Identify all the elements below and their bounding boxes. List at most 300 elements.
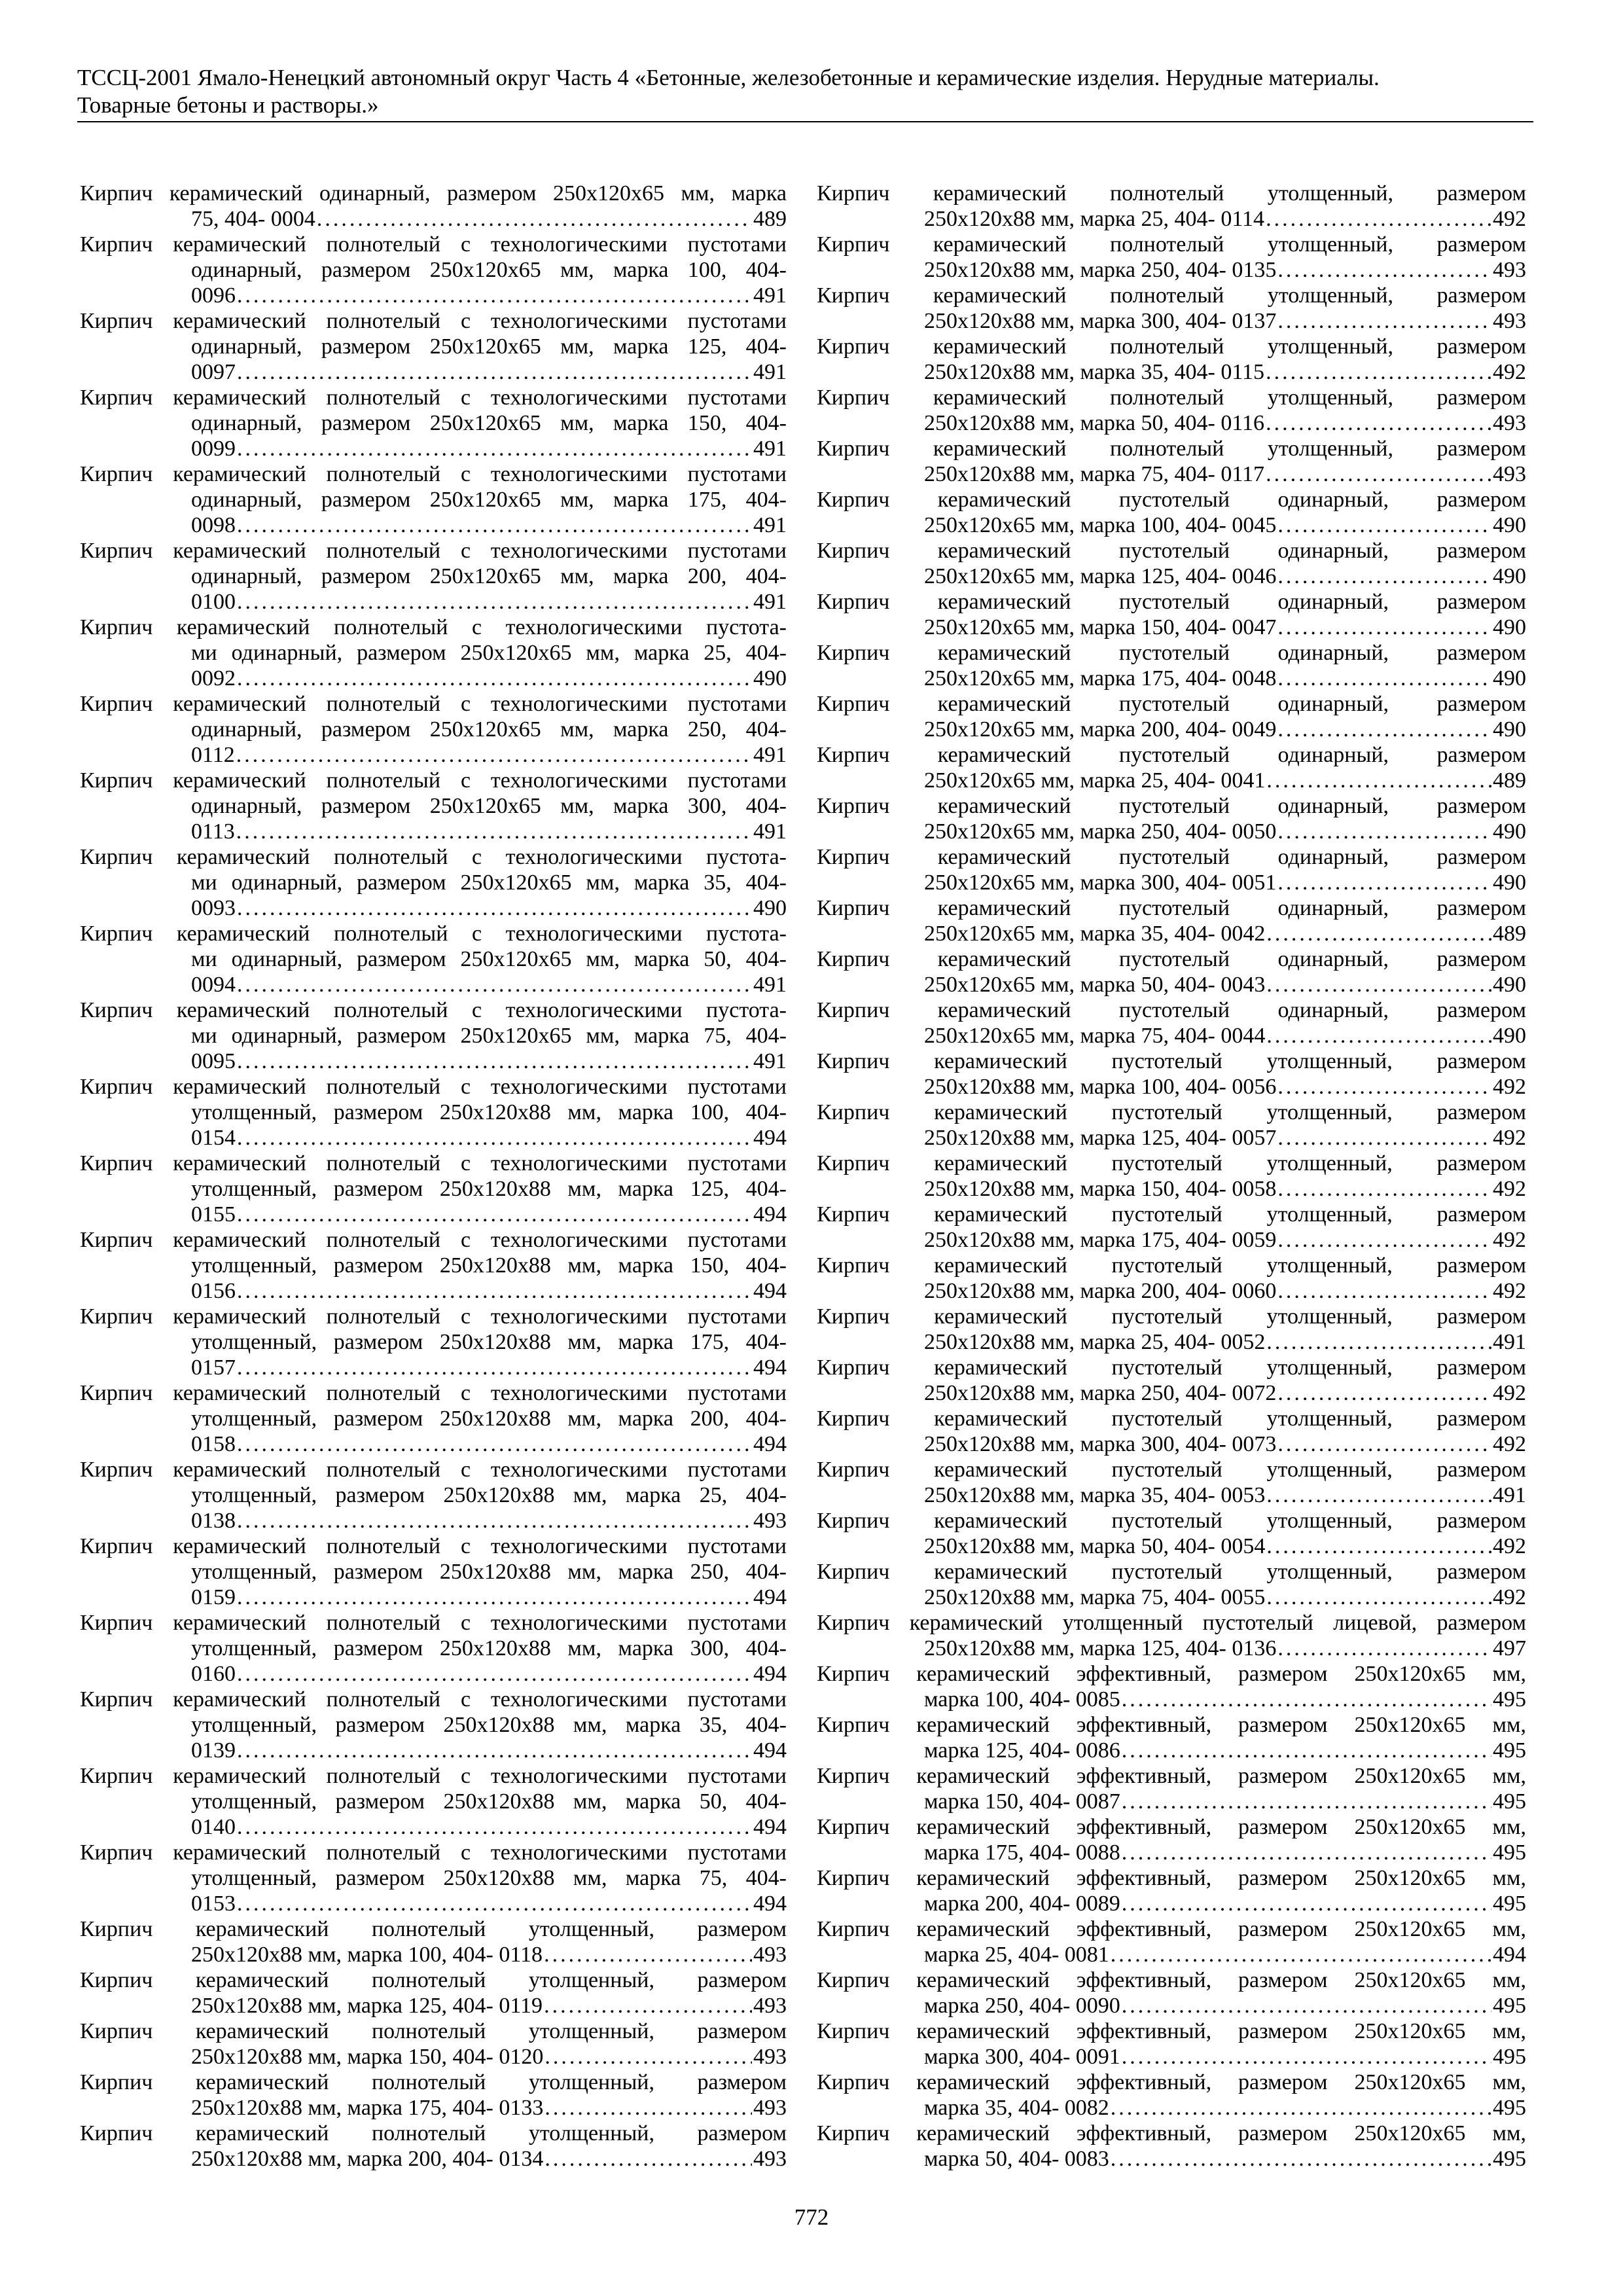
entry-title: Кирпич керамический пустотелый утолщенный, размером xyxy=(817,1151,1526,1175)
entry-page-number: 493 xyxy=(1493,258,1526,282)
index-entry xyxy=(817,1967,1526,2018)
entry-tail xyxy=(80,666,787,691)
dot-leader xyxy=(544,2044,752,2070)
entry-code: 0094 xyxy=(191,973,236,997)
dot-leader xyxy=(544,2095,752,2121)
dot-leader xyxy=(237,1431,752,1457)
index-entry xyxy=(817,1865,1526,1916)
dot-leader xyxy=(1122,1738,1491,1763)
entry-code: 250х120х88 мм, марка 150, 404- 0058 xyxy=(924,1177,1277,1201)
dot-leader xyxy=(237,283,752,308)
dot-leader xyxy=(1266,1023,1491,1049)
entry-tail xyxy=(817,1482,1526,1508)
entry-code: 0153 xyxy=(191,1892,236,1916)
entry-continuation: утолщенный, размером 250х120х88 мм, марка 250, 404- xyxy=(191,1560,787,1584)
entry-title: Кирпич керамический полнотелый с технологическими пустотами xyxy=(80,1304,787,1329)
running-header xyxy=(77,64,1533,119)
entry-page-number: 494 xyxy=(753,1892,787,1916)
entry-tail xyxy=(80,1278,787,1304)
dot-leader xyxy=(1277,819,1491,844)
entry-title: Кирпич керамический пустотелый одинарный, размером xyxy=(817,845,1526,869)
dot-leader xyxy=(1122,1840,1491,1865)
entry-code: 250х120х88 мм, марка 200, 404- 0060 xyxy=(924,1279,1277,1303)
entry-tail xyxy=(80,1202,787,1227)
entry-continuation: одинарный, размером 250х120х65 мм, марка 250, 404- xyxy=(191,717,787,742)
entry-continuation: утолщенный, размером 250х120х88 мм, марка 50, 404- xyxy=(191,1789,787,1814)
index-entry xyxy=(80,461,787,538)
entry-tail xyxy=(817,1891,1526,1916)
entry-continuation: утолщенный, размером 250х120х88 мм, марка 150, 404- xyxy=(191,1253,787,1278)
entry-title: Кирпич керамический эффективный, размером 250х120х65 мм, xyxy=(817,2121,1526,2145)
entry-page-number: 491 xyxy=(753,1049,787,1073)
entry-code: 250х120х88 мм, марка 50, 404- 0054 xyxy=(924,1534,1266,1558)
index-entry xyxy=(80,1151,787,1227)
dot-leader xyxy=(1266,1329,1491,1355)
index-entry xyxy=(817,793,1526,844)
entry-title: Кирпич керамический полнотелый с технологическими пустотами xyxy=(80,1840,787,1865)
index-entry xyxy=(817,1814,1526,1865)
dot-leader xyxy=(1266,1482,1491,1508)
entry-tail xyxy=(817,1993,1526,2018)
entry-tail xyxy=(817,1278,1526,1304)
dot-leader xyxy=(1277,257,1491,283)
entry-title: Кирпич керамический пустотелый утолщенный, размером xyxy=(817,1560,1526,1584)
entry-title: Кирпич керамический полнотелый утолщенный, размером xyxy=(80,2121,787,2145)
index-entry xyxy=(80,2070,787,2121)
entry-page-number: 492 xyxy=(1493,1279,1526,1303)
entry-tail xyxy=(817,1942,1526,1967)
index-entry xyxy=(817,538,1526,589)
entry-code: 250х120х65 мм, марка 250, 404- 0050 xyxy=(924,819,1277,844)
entry-page-number: 494 xyxy=(753,1662,787,1686)
entry-continuation: одинарный, размером 250х120х65 мм, марка 125, 404- xyxy=(191,334,787,359)
entry-code: 0155 xyxy=(191,1202,236,1227)
dot-leader xyxy=(1277,512,1491,538)
dot-leader xyxy=(1122,1993,1491,2018)
entry-page-number: 495 xyxy=(1493,1789,1526,1814)
dot-leader xyxy=(1277,1278,1491,1304)
dot-leader xyxy=(237,895,752,921)
entry-code: 250х120х65 мм, марка 150, 404- 0047 xyxy=(924,615,1277,639)
entry-title: Кирпич керамический полнотелый с технологическими пустотами xyxy=(80,1687,787,1712)
entry-code: 0154 xyxy=(191,1126,236,1150)
entry-page-number: 495 xyxy=(1493,2096,1526,2120)
entry-title: Кирпич керамический пустотелый одинарный, размером xyxy=(817,641,1526,665)
entry-continuation: ми одинарный, размером 250х120х65 мм, марка 75, 404- xyxy=(191,1024,787,1048)
dot-leader xyxy=(1122,1891,1491,1916)
entry-title: Кирпич керамический полнотелый утолщенный, размером xyxy=(817,437,1526,461)
dot-leader xyxy=(1277,1636,1491,1661)
index-entry xyxy=(817,1457,1526,1508)
entry-tail xyxy=(817,1176,1526,1202)
index-entry xyxy=(80,921,787,997)
dot-leader xyxy=(1266,206,1491,232)
entry-page-number: 492 xyxy=(1493,1585,1526,1609)
index-entry xyxy=(817,2121,1526,2172)
entry-tail xyxy=(80,1993,787,2018)
entry-code: марка 250, 404- 0090 xyxy=(924,1994,1120,2018)
index-entry xyxy=(817,1916,1526,1967)
index-entry xyxy=(817,385,1526,436)
entry-tail xyxy=(817,870,1526,895)
entry-code: марка 200, 404- 0089 xyxy=(924,1892,1120,1916)
dot-leader xyxy=(237,972,752,997)
entry-tail xyxy=(817,1023,1526,1049)
entry-title: Кирпич керамический пустотелый одинарный, размером xyxy=(817,743,1526,767)
index-entry xyxy=(817,1763,1526,1814)
dot-leader xyxy=(1277,1431,1491,1457)
entry-page-number: 493 xyxy=(753,2147,787,2171)
entry-title: Кирпич керамический эффективный, размером 250х120х65 мм, xyxy=(817,2070,1526,2094)
entry-page-number: 492 xyxy=(1493,1177,1526,1201)
entry-title: Кирпич керамический полнотелый с технологическими пустотами xyxy=(80,1151,787,1175)
entry-continuation: утолщенный, размером 250х120х88 мм, марка 75, 404- xyxy=(191,1866,787,1890)
dot-leader xyxy=(1277,1125,1491,1151)
entry-tail xyxy=(80,1738,787,1763)
dot-leader xyxy=(1266,972,1491,997)
dot-leader xyxy=(237,359,752,385)
entry-page-number: 491 xyxy=(1493,1330,1526,1354)
entry-tail xyxy=(80,436,787,461)
index-entry xyxy=(817,1100,1526,1151)
entry-title: Кирпич керамический пустотелый утолщенный, размером xyxy=(817,1100,1526,1124)
entry-page-number: 492 xyxy=(1493,207,1526,231)
entry-title: Кирпич керамический пустотелый одинарный, размером xyxy=(817,539,1526,563)
dot-leader xyxy=(237,512,752,538)
entry-code: марка 125, 404- 0086 xyxy=(924,1738,1120,1763)
entry-title: Кирпич керамический полнотелый с технологическими пустотами xyxy=(80,1458,787,1482)
dot-leader xyxy=(1266,921,1491,946)
index-entry xyxy=(817,334,1526,385)
dot-leader xyxy=(1277,1227,1491,1253)
entry-title: Кирпич керамический пустотелый утолщенный, размером xyxy=(817,1202,1526,1227)
index-entry xyxy=(817,895,1526,946)
index-entry xyxy=(80,1916,787,1967)
entry-page-number: 494 xyxy=(753,1279,787,1303)
index-entry xyxy=(80,1687,787,1763)
dot-leader xyxy=(1111,2095,1491,2121)
dot-leader xyxy=(237,1585,752,1610)
index-entry xyxy=(80,181,787,232)
dot-leader xyxy=(237,1202,752,1227)
entry-title: Кирпич керамический полнотелый с технологическими пустота- xyxy=(80,922,787,946)
entry-code: 0159 xyxy=(191,1585,236,1609)
entry-page-number: 495 xyxy=(1493,1840,1526,1865)
entry-page-number: 491 xyxy=(753,590,787,614)
index-entry xyxy=(80,1763,787,1840)
dot-leader xyxy=(237,1125,752,1151)
entry-title: Кирпич керамический полнотелый утолщенный, размером xyxy=(80,2070,787,2094)
index-entry xyxy=(80,1074,787,1151)
entry-title: Кирпич керамический полнотелый с технологическими пустотами xyxy=(80,1534,787,1558)
entry-code: 250х120х88 мм, марка 50, 404- 0116 xyxy=(924,411,1265,435)
entry-code: 0139 xyxy=(191,1738,236,1763)
dot-leader xyxy=(1277,1176,1491,1202)
dot-leader xyxy=(237,666,752,691)
entry-tail xyxy=(817,1789,1526,1814)
entry-code: 0158 xyxy=(191,1432,236,1456)
entry-code: 0100 xyxy=(191,590,236,614)
entry-title: Кирпич керамический полнотелый с технологическими пустотами xyxy=(80,539,787,563)
dot-leader xyxy=(236,742,752,768)
dot-leader xyxy=(1277,666,1491,691)
entry-page-number: 495 xyxy=(1493,2147,1526,2171)
entry-continuation: ми одинарный, размером 250х120х65 мм, марка 35, 404- xyxy=(191,870,787,895)
entry-title: Кирпич керамический эффективный, размером 250х120х65 мм, xyxy=(817,1713,1526,1737)
index-entry xyxy=(80,538,787,615)
entry-page-number: 490 xyxy=(1493,666,1526,691)
entry-title: Кирпич керамический пустотелый утолщенный, размером xyxy=(817,1049,1526,1073)
index-entry xyxy=(817,436,1526,487)
index-column-left xyxy=(80,181,787,2172)
dot-leader xyxy=(544,1993,752,2018)
entry-code: 250х120х88 мм, марка 35, 404- 0115 xyxy=(924,360,1265,384)
entry-title: Кирпич керамический пустотелый утолщенный, размером xyxy=(817,1407,1526,1431)
entry-code: 250х120х88 мм, марка 150, 404- 0120 xyxy=(191,2045,544,2069)
entry-page-number: 490 xyxy=(1493,513,1526,537)
dot-leader xyxy=(1277,615,1491,640)
entry-tail xyxy=(817,819,1526,844)
index-entry xyxy=(817,1355,1526,1406)
entry-code: 250х120х88 мм, марка 300, 404- 0073 xyxy=(924,1432,1277,1456)
dot-leader xyxy=(1266,410,1491,436)
entry-code: 250х120х88 мм, марка 125, 404- 0057 xyxy=(924,1126,1277,1150)
entry-code: 250х120х88 мм, марка 125, 404- 0119 xyxy=(191,1994,543,2018)
index-entry xyxy=(817,1559,1526,1610)
entry-title: Кирпич керамический пустотелый одинарный, размером xyxy=(817,794,1526,818)
index-entry xyxy=(817,487,1526,538)
page-number: 772 xyxy=(794,2204,829,2230)
index-entry xyxy=(80,232,787,308)
index-entry xyxy=(817,1508,1526,1559)
entry-page-number: 492 xyxy=(1493,1228,1526,1252)
entry-code: марка 50, 404- 0083 xyxy=(924,2147,1109,2171)
entry-title: Кирпич керамический полнотелый с технологическими пустота- xyxy=(80,615,787,639)
index-entry xyxy=(80,768,787,844)
index-entry xyxy=(817,283,1526,334)
entry-page-number: 492 xyxy=(1493,1381,1526,1405)
entry-tail xyxy=(817,1738,1526,1763)
entry-page-number: 493 xyxy=(753,1994,787,2018)
entry-code: 250х120х88 мм, марка 200, 404- 0134 xyxy=(191,2147,544,2171)
entry-title: Кирпич керамический полнотелый утолщенный, размером xyxy=(817,386,1526,410)
entry-page-number: 490 xyxy=(1493,717,1526,742)
entry-tail xyxy=(817,615,1526,640)
entry-tail xyxy=(817,512,1526,538)
index-entry xyxy=(80,1840,787,1916)
entry-title: Кирпич керамический полнотелый утолщенный, размером xyxy=(80,1917,787,1941)
entry-page-number: 489 xyxy=(753,207,787,231)
entry-continuation: утолщенный, размером 250х120х88 мм, марка 100, 404- xyxy=(191,1100,787,1124)
entry-continuation: одинарный, размером 250х120х65 мм, марка 300, 404- xyxy=(191,794,787,818)
entry-page-number: 492 xyxy=(1493,1075,1526,1099)
entry-title: Кирпич керамический полнотелый с технологическими пустотами xyxy=(80,309,787,333)
index-entry xyxy=(817,1304,1526,1355)
index-entry xyxy=(80,385,787,461)
dot-leader xyxy=(317,206,752,232)
entry-page-number: 491 xyxy=(753,360,787,384)
entry-tail xyxy=(80,1891,787,1916)
entry-code: 0092 xyxy=(191,666,236,691)
dot-leader xyxy=(1266,1585,1491,1610)
entry-code: 250х120х65 мм, марка 35, 404- 0042 xyxy=(924,922,1266,946)
entry-page-number: 497 xyxy=(1493,1636,1526,1660)
index-entry xyxy=(817,2070,1526,2121)
entry-tail xyxy=(817,359,1526,385)
entry-page-number: 493 xyxy=(1493,309,1526,333)
entry-tail xyxy=(817,768,1526,793)
entry-page-number: 492 xyxy=(1493,1432,1526,1456)
entry-page-number: 494 xyxy=(753,1355,787,1380)
entry-title: Кирпич керамический пустотелый утолщенный, размером xyxy=(817,1509,1526,1533)
entry-tail xyxy=(80,206,787,232)
dot-leader xyxy=(237,1661,752,1687)
entry-title: Кирпич керамический полнотелый утолщенный, размером xyxy=(817,283,1526,308)
entry-page-number: 495 xyxy=(1493,1994,1526,2018)
entry-page-number: 494 xyxy=(753,1585,787,1609)
header-line-1: ТССЦ-2001 Ямало-Ненецкий автономный округ Часть 4 «Бетонные, железобетонные и керамические изделия. Нерудные материалы. xyxy=(77,65,1380,90)
entry-continuation: утолщенный, размером 250х120х88 мм, марка 200, 404- xyxy=(191,1407,787,1431)
entry-title: Кирпич керамический полнотелый утолщенный, размером xyxy=(817,232,1526,257)
entry-page-number: 490 xyxy=(1493,870,1526,895)
dot-leader xyxy=(1277,870,1491,895)
entry-title: Кирпич керамический полнотелый с технологическими пустотами xyxy=(80,462,787,486)
entry-code: 250х120х65 мм, марка 200, 404- 0049 xyxy=(924,717,1277,742)
entry-page-number: 489 xyxy=(1493,922,1526,946)
entry-title: Кирпич керамический полнотелый с технологическими пустотами xyxy=(80,768,787,793)
entry-tail xyxy=(817,206,1526,232)
entry-tail xyxy=(817,461,1526,487)
dot-leader xyxy=(1277,1074,1491,1100)
index-entry xyxy=(817,2018,1526,2070)
index-entry xyxy=(817,997,1526,1049)
entry-page-number: 491 xyxy=(753,973,787,997)
entry-tail xyxy=(817,717,1526,742)
entry-continuation: утолщенный, размером 250х120х88 мм, марка 25, 404- xyxy=(191,1483,787,1507)
entry-title: Кирпич керамический эффективный, размером 250х120х65 мм, xyxy=(817,1764,1526,1788)
index-entry xyxy=(817,844,1526,895)
index-entry xyxy=(80,2121,787,2172)
entry-tail xyxy=(817,308,1526,334)
entry-page-number: 494 xyxy=(753,1202,787,1227)
dot-leader xyxy=(237,1049,752,1074)
entry-tail xyxy=(80,1661,787,1687)
entry-code: 0112 xyxy=(191,743,235,767)
dot-leader xyxy=(544,2146,752,2172)
entry-code: 250х120х88 мм, марка 100, 404- 0056 xyxy=(924,1075,1277,1099)
index-entry xyxy=(817,640,1526,691)
entry-code: марка 35, 404- 0082 xyxy=(924,2096,1109,2120)
entry-tail xyxy=(80,1814,787,1840)
entry-code: марка 25, 404- 0081 xyxy=(924,1943,1109,1967)
entry-tail xyxy=(80,1431,787,1457)
entry-tail xyxy=(80,2095,787,2121)
entry-tail xyxy=(817,921,1526,946)
index-entry xyxy=(80,615,787,691)
entry-title: Кирпич керамический эффективный, размером 250х120х65 мм, xyxy=(817,1662,1526,1686)
index-entry xyxy=(817,1661,1526,1712)
entry-title: Кирпич керамический пустотелый одинарный, размером xyxy=(817,896,1526,920)
entry-tail xyxy=(80,742,787,768)
entry-page-number: 491 xyxy=(1493,1483,1526,1507)
entry-tail xyxy=(817,972,1526,997)
entry-title: Кирпич керамический пустотелый утолщенный, размером xyxy=(817,1253,1526,1278)
entry-continuation: одинарный, размером 250х120х65 мм, марка 100, 404- xyxy=(191,258,787,282)
dot-leader xyxy=(1266,1534,1491,1559)
entry-page-number: 493 xyxy=(1493,411,1526,435)
entry-title: Кирпич керамический эффективный, размером 250х120х65 мм, xyxy=(817,1968,1526,1992)
entry-tail xyxy=(80,589,787,615)
entry-title: Кирпич керамический пустотелый одинарный, размером xyxy=(817,488,1526,512)
header-rule xyxy=(77,121,1533,122)
entry-tail xyxy=(80,1355,787,1380)
entry-code: 0138 xyxy=(191,1509,236,1533)
entry-page-number: 494 xyxy=(753,1126,787,1150)
index-entry xyxy=(817,232,1526,283)
entry-tail xyxy=(817,1227,1526,1253)
entry-tail xyxy=(817,1329,1526,1355)
entry-code: 250х120х88 мм, марка 25, 404- 0052 xyxy=(924,1330,1266,1354)
index-column-right xyxy=(817,181,1526,2172)
entry-title: Кирпич керамический полнотелый утолщенный, размером xyxy=(80,2019,787,2043)
entry-tail xyxy=(80,1049,787,1074)
entry-title: Кирпич керамический утолщенный пустотелый лицевой, размером xyxy=(817,1611,1526,1635)
entry-title: Кирпич керамический полнотелый утолщенный, размером xyxy=(817,334,1526,359)
entry-code: 250х120х88 мм, марка 75, 404- 0055 xyxy=(924,1585,1266,1609)
index-entry xyxy=(817,589,1526,640)
entry-page-number: 494 xyxy=(753,1432,787,1456)
entry-code: марка 100, 404- 0085 xyxy=(924,1687,1120,1712)
index-entry xyxy=(80,2018,787,2070)
entry-page-number: 493 xyxy=(753,2096,787,2120)
dot-leader xyxy=(1277,564,1491,589)
entry-continuation: утолщенный, размером 250х120х88 мм, марка 300, 404- xyxy=(191,1636,787,1660)
entry-code: 250х120х65 мм, марка 125, 404- 0046 xyxy=(924,564,1277,588)
entry-code: 0113 xyxy=(191,819,235,844)
entry-page-number: 491 xyxy=(753,283,787,308)
header-line-2: Товарные бетоны и растворы.» xyxy=(77,92,379,118)
entry-page-number: 494 xyxy=(753,1815,787,1839)
entry-code: 250х120х65 мм, марка 100, 404- 0045 xyxy=(924,513,1277,537)
entry-continuation: ми одинарный, размером 250х120х65 мм, марка 50, 404- xyxy=(191,947,787,971)
dot-leader xyxy=(544,1942,752,1967)
index-entry xyxy=(80,844,787,921)
entry-page-number: 491 xyxy=(753,819,787,844)
entry-title: Кирпич керамический полнотелый с технологическими пустотами xyxy=(80,1764,787,1788)
entry-code: марка 175, 404- 0088 xyxy=(924,1840,1120,1865)
entry-page-number: 490 xyxy=(1493,819,1526,844)
entry-code: 0140 xyxy=(191,1815,236,1839)
entry-code: 250х120х88 мм, марка 175, 404- 0133 xyxy=(191,2096,544,2120)
entry-tail xyxy=(80,1942,787,1967)
entry-continuation: одинарный, размером 250х120х65 мм, марка 200, 404- xyxy=(191,564,787,588)
entry-tail xyxy=(80,1125,787,1151)
index-entry xyxy=(817,1253,1526,1304)
entry-code: 75, 404- 0004 xyxy=(191,207,315,231)
entry-title: Кирпич керамический одинарный, размером 250х120х65 мм, марка xyxy=(80,181,787,206)
index-entry xyxy=(80,1534,787,1610)
dot-leader xyxy=(1122,1687,1491,1712)
entry-continuation: одинарный, размером 250х120х65 мм, марка 150, 404- xyxy=(191,411,787,435)
entry-title: Кирпич керамический полнотелый с технологическими пустотами xyxy=(80,692,787,716)
dot-leader xyxy=(1266,461,1491,487)
entry-page-number: 491 xyxy=(753,437,787,461)
index-entry xyxy=(80,1380,787,1457)
entry-title: Кирпич керамический пустотелый одинарный, размером xyxy=(817,590,1526,614)
entry-title: Кирпич керамический полнотелый с технологическими пустотами xyxy=(80,1381,787,1405)
entry-title: Кирпич керамический пустотелый одинарный, размером xyxy=(817,947,1526,971)
entry-continuation: утолщенный, размером 250х120х88 мм, марка 125, 404- xyxy=(191,1177,787,1201)
